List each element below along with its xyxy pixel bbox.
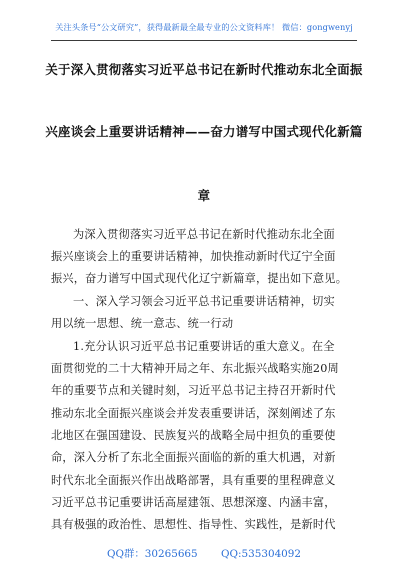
body-line: 习近平总书记重要讲话高屋建瓴、思想深邃、内涵丰富， bbox=[51, 496, 336, 509]
body-line: 一、深入学习领会习近平总书记重要讲话精神，切实 bbox=[73, 295, 335, 308]
body-line: 面贯彻党的二十大精神开局之年、东北振兴战略实施20周 bbox=[51, 362, 339, 375]
body-line: 1.充分认识习近平总书记重要讲话的重大意义。在全 bbox=[73, 340, 335, 353]
body-line: 年的重要节点和关键时刻，习近平总书记主持召开新时代 bbox=[51, 384, 336, 397]
body-line: 时代东北全面振兴作出战略部署，具有重要的里程碑意义 bbox=[51, 474, 336, 487]
document-title-line-2: 兴座谈会上重要讲话精神——奋力谱写中国式现代化新篇 bbox=[45, 124, 363, 139]
body-line: 振兴座谈会上的重要讲话精神，加快推动新时代辽宁全面 bbox=[51, 250, 336, 263]
document-title-line-3: 章 bbox=[197, 188, 211, 203]
footer-contact bbox=[0, 545, 408, 560]
header-note: 关注头条号“公文研究”，获得最新最全最专业的公文资料库！ 微信：gongwenyj bbox=[55, 22, 353, 32]
document-title-line-1: 关于深入贯彻落实习近平总书记在新时代推动东北全面振 bbox=[45, 62, 363, 77]
body-line: 推动东北全面振兴座谈会并发表重要讲话，深刻阐述了东 bbox=[51, 407, 336, 420]
footer-qq-number: QQ:535304092 bbox=[220, 548, 302, 560]
footer-qq-group: QQ群：30265665 bbox=[106, 548, 198, 560]
body-line: 振兴，奋力谱写中国式现代化辽宁新篇章，提出如下意见。 bbox=[51, 272, 348, 285]
header-divider bbox=[51, 40, 357, 41]
body-line: 北地区在强国建设、民族复兴的战略全局中担负的重要使 bbox=[51, 429, 336, 442]
body-line: 命，深入分析了东北全面振兴面临的新的重大机遇，对新 bbox=[51, 451, 336, 464]
body-line: 为深入贯彻落实习近平总书记在新时代推动东北全面 bbox=[73, 228, 335, 241]
body-line: 用以统一思想、统一意志、统一行动 bbox=[51, 317, 234, 330]
body-line: 具有极强的政治性、思想性、指导性、实践性，是新时代 bbox=[51, 518, 336, 531]
